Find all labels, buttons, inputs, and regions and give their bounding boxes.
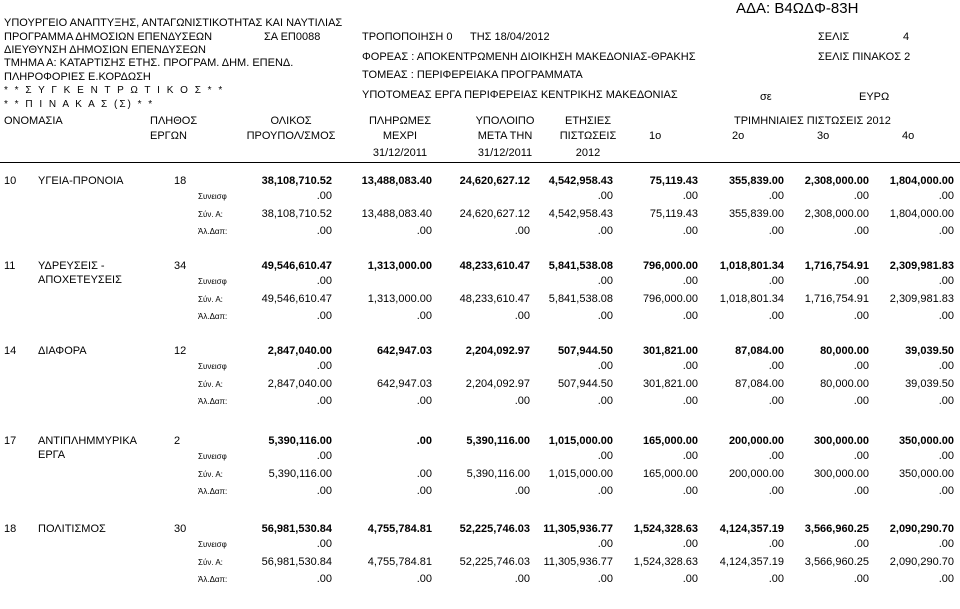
cell-q1: 165,000.00 xyxy=(642,468,698,480)
cell-total: 49,546,610.47 xyxy=(261,293,332,305)
col-annual-1: ΕΤΗΣΙΕΣ xyxy=(565,115,611,127)
cell-annual: .00 xyxy=(597,275,613,287)
cell-total: .00 xyxy=(316,485,332,497)
cell-q2: .00 xyxy=(768,310,784,322)
cell-paid: .00 xyxy=(416,310,432,322)
cell-q4: 39,039.50 xyxy=(905,345,954,357)
cell-annual: 507,944.50 xyxy=(557,378,613,390)
row-count: 12 xyxy=(174,345,187,357)
cell-q2: 87,084.00 xyxy=(735,345,784,357)
info-contact: ΠΛΗΡΟΦΟΡΙΕΣ Ε.ΚΟΡΔΩΣΗ xyxy=(4,71,151,83)
cell-paid: 13,488,083.40 xyxy=(361,175,432,187)
cell-annual: 4,542,958.43 xyxy=(548,175,613,187)
cell-q4: .00 xyxy=(938,275,954,287)
agency: ΦΟΡΕΑΣ : ΑΠΟΚΕΝΤΡΩΜΕΝΗ ΔΙΟΙΚΗΣΗ ΜΑΚΕΔΟΝΙΑΣ-ΘΡΑΚΗΣ xyxy=(362,51,696,63)
row-line-label: Άλ.Δαπ: xyxy=(198,397,228,406)
cell-total: 2,847,040.00 xyxy=(267,378,332,390)
cell-q4: 2,309,981.83 xyxy=(889,293,954,305)
cell-q2: .00 xyxy=(768,395,784,407)
summary-title-1: * * Σ Υ Γ Κ Ε Ν Τ Ρ Ω Τ Ι Κ Ο Σ * * xyxy=(4,85,225,96)
cell-q4: 2,309,981.83 xyxy=(889,260,954,272)
cell-q4: 2,090,290.70 xyxy=(889,556,954,568)
summary-title-2: * * Π Ι Ν Α Κ Α Σ (Σ) * * xyxy=(4,99,155,110)
cell-q2: .00 xyxy=(768,485,784,497)
header-separator xyxy=(0,162,960,163)
cell-remaining: 52,225,746.03 xyxy=(459,523,530,535)
cell-q4: .00 xyxy=(938,573,954,585)
cell-q1: .00 xyxy=(682,190,698,202)
cell-q1: .00 xyxy=(682,538,698,550)
cell-q2: .00 xyxy=(768,538,784,550)
col-annual-3: 2012 xyxy=(575,147,601,159)
in-label: σε xyxy=(760,91,772,103)
cell-q3: .00 xyxy=(853,310,869,322)
cell-q2: 1,018,801.34 xyxy=(719,260,784,272)
cell-annual: 11,305,936.77 xyxy=(543,523,613,535)
row-line-label: Συνεισφ xyxy=(198,192,227,201)
cell-q3: 80,000.00 xyxy=(820,378,869,390)
cell-q2: .00 xyxy=(768,275,784,287)
cell-q3: .00 xyxy=(853,395,869,407)
cell-annual: .00 xyxy=(597,450,613,462)
row-line-label: Συνεισφ xyxy=(198,540,227,549)
col-count-1: ΠΛΗΘΟΣ xyxy=(150,115,198,127)
cell-q1: 796,000.00 xyxy=(642,293,698,305)
ministry-name: ΥΠΟΥΡΓΕΙΟ ΑΝΑΠΤΥΞΗΣ, ΑΝΤΑΓΩΝΙΣΤΙΚΟΤΗΤΑΣ ΚΑΙ ΝΑΥΤΙΛΙΑΣ xyxy=(4,17,343,29)
cell-q3: 1,716,754.91 xyxy=(804,260,869,272)
cell-q4: 1,804,000.00 xyxy=(889,175,954,187)
cell-paid: 642,947.03 xyxy=(376,345,432,357)
cell-total: .00 xyxy=(316,395,332,407)
cell-q1: 75,119.43 xyxy=(649,175,698,187)
revision-date: ΤΗΣ 18/04/2012 xyxy=(470,31,550,43)
cell-total: .00 xyxy=(316,538,332,550)
cell-paid: 1,313,000.00 xyxy=(367,293,432,305)
cell-q4: .00 xyxy=(938,360,954,372)
row-count: 30 xyxy=(174,523,187,535)
cell-q1: 1,524,328.63 xyxy=(633,523,698,535)
cell-total: 56,981,530.84 xyxy=(261,523,332,535)
cell-q3: .00 xyxy=(853,360,869,372)
cell-q4: 39,039.50 xyxy=(905,378,954,390)
row-line-label: Σύν. Α: xyxy=(198,210,223,219)
cell-remaining: 24,620,627.12 xyxy=(459,208,530,220)
cell-paid: .00 xyxy=(416,468,432,480)
row-name: ΥΔΡΕΥΣΕΙΣ - xyxy=(38,260,105,272)
row-count: 34 xyxy=(174,260,187,272)
col-q2: 2ο xyxy=(732,130,745,142)
cell-paid: .00 xyxy=(416,485,432,497)
cell-q2: 87,084.00 xyxy=(735,378,784,390)
sector: ΤΟΜΕΑΣ : ΠΕΡΙΦΕΡΕΙΑΚΑ ΠΡΟΓΡΑΜΜΑΤΑ xyxy=(362,69,583,81)
cell-q3: 2,308,000.00 xyxy=(804,175,869,187)
currency: ΕΥΡΩ xyxy=(859,91,890,103)
col-remaining-3: 31/12/2011 xyxy=(477,147,533,159)
cell-paid: .00 xyxy=(416,395,432,407)
cell-q2: .00 xyxy=(768,360,784,372)
cell-remaining: .00 xyxy=(514,485,530,497)
cell-q4: .00 xyxy=(938,225,954,237)
cell-q3: .00 xyxy=(853,275,869,287)
cell-remaining: 5,390,116.00 xyxy=(466,435,530,447)
cell-paid: 13,488,083.40 xyxy=(361,208,432,220)
cell-annual: .00 xyxy=(597,225,613,237)
col-q4: 4ο xyxy=(902,130,915,142)
cell-remaining: 2,204,092.97 xyxy=(465,378,530,390)
col-q1: 1ο xyxy=(649,130,662,142)
cell-q2: 200,000.00 xyxy=(728,435,784,447)
directorate-name: ΔΙΕΥΘΥΝΣΗ ΔΗΜΟΣΙΩΝ ΕΠΕΝΔΥΣΕΩΝ xyxy=(4,44,206,56)
cell-total: 49,546,610.47 xyxy=(261,260,332,272)
cell-q3: .00 xyxy=(853,190,869,202)
cell-q4: .00 xyxy=(938,450,954,462)
col-quarterly: ΤΡΙΜΗΝΙΑΙΕΣ ΠΙΣΤΩΣΕΙΣ 2012 xyxy=(734,115,891,127)
cell-q4: 350,000.00 xyxy=(898,435,954,447)
col-q3: 3ο xyxy=(817,130,830,142)
row-code: 18 xyxy=(4,523,17,535)
cell-q3: .00 xyxy=(853,225,869,237)
cell-remaining: .00 xyxy=(514,395,530,407)
cell-annual: .00 xyxy=(597,360,613,372)
row-line-label: Συνεισφ xyxy=(198,452,227,461)
cell-q1: 165,000.00 xyxy=(642,435,698,447)
cell-q1: .00 xyxy=(682,275,698,287)
cell-q4: .00 xyxy=(938,538,954,550)
subsector: ΥΠΟΤΟΜΕΑΣ ΕΡΓΑ ΠΕΡΙΦΕΡΕΙΑΣ ΚΕΝΤΡΙΚΗΣ ΜΑΚΕΔΟΝΙΑΣ xyxy=(362,89,678,101)
col-paid-1: ΠΛΗΡΩΜΕΣ xyxy=(368,115,432,127)
cell-q1: 1,524,328.63 xyxy=(633,556,698,568)
row-name: ΠΟΛΙΤΙΣΜΟΣ xyxy=(38,523,106,535)
row-line-label: Άλ.Δαπ: xyxy=(198,487,228,496)
cell-total: .00 xyxy=(316,190,332,202)
col-paid-2: ΜΕΧΡΙ xyxy=(382,130,418,142)
cell-total: 56,981,530.84 xyxy=(261,556,332,568)
cell-q2: 200,000.00 xyxy=(728,468,784,480)
cell-q1: .00 xyxy=(682,485,698,497)
col-annual-2: ΠΙΣΤΩΣΕΙΣ xyxy=(559,130,617,142)
cell-q3: .00 xyxy=(853,573,869,585)
cell-remaining: 52,225,746.03 xyxy=(459,556,530,568)
department-name: ΤΜΗΜΑ Α: ΚΑΤΑΡΤΙΣΗΣ ΕΤΗΣ. ΠΡΟΓΡΑΜ. ΔΗΜ. ΕΠΕΝΔ. xyxy=(4,57,294,69)
cell-remaining: 2,204,092.97 xyxy=(465,345,530,357)
tables-page: ΣΕΛΙΣ ΠΙΝΑΚΟΣ 2 xyxy=(818,51,911,63)
cell-total: .00 xyxy=(316,360,332,372)
cell-q3: .00 xyxy=(853,485,869,497)
cell-total: .00 xyxy=(316,275,332,287)
cell-q3: 2,308,000.00 xyxy=(804,208,869,220)
cell-remaining: 48,233,610.47 xyxy=(459,293,530,305)
cell-q4: 350,000.00 xyxy=(898,468,954,480)
col-paid-3: 31/12/2011 xyxy=(372,147,428,159)
row-line-label: Σύν. Α: xyxy=(198,380,223,389)
row-name: ΑΝΤΙΠΛΗΜΜΥΡΙΚΑ xyxy=(38,435,138,447)
cell-remaining: 5,390,116.00 xyxy=(466,468,530,480)
cell-total: .00 xyxy=(316,225,332,237)
row-name: ΔΙΑΦΟΡΑ xyxy=(38,345,87,357)
cell-q1: .00 xyxy=(682,395,698,407)
cell-annual: .00 xyxy=(597,310,613,322)
cell-q2: 4,124,357.19 xyxy=(719,523,784,535)
cell-annual: 507,944.50 xyxy=(557,345,613,357)
cell-paid: .00 xyxy=(416,573,432,585)
cell-annual: .00 xyxy=(597,573,613,585)
row-line-label: Άλ.Δαπ: xyxy=(198,227,228,236)
cell-remaining: 24,620,627.12 xyxy=(459,175,530,187)
cell-q3: 3,566,960.25 xyxy=(804,556,869,568)
cell-total: .00 xyxy=(316,450,332,462)
cell-remaining: .00 xyxy=(514,225,530,237)
cell-q2: 355,839.00 xyxy=(728,208,784,220)
cell-q1: .00 xyxy=(682,573,698,585)
cell-annual: 4,542,958.43 xyxy=(548,208,613,220)
ada-code: ΑΔΑ: Β4ΩΔΦ-83Η xyxy=(736,0,859,17)
cell-annual: 5,841,538.08 xyxy=(548,260,613,272)
page-label: ΣΕΛΙΣ xyxy=(818,31,850,43)
row-count: 18 xyxy=(174,175,187,187)
row-count: 2 xyxy=(174,435,181,447)
cell-remaining: .00 xyxy=(514,310,530,322)
row-name: ΑΠΟΧΕΤΕΥΣΕΙΣ xyxy=(38,274,122,286)
cell-total: 5,390,116.00 xyxy=(268,468,332,480)
col-remaining-1: ΥΠΟΛΟΙΠΟ xyxy=(475,115,535,127)
cell-remaining: 48,233,610.47 xyxy=(459,260,530,272)
row-code: 11 xyxy=(4,260,16,272)
cell-annual: .00 xyxy=(597,395,613,407)
row-line-label: Άλ.Δαπ: xyxy=(198,312,228,321)
row-line-label: Σύν. Α: xyxy=(198,558,223,567)
cell-q4: 2,090,290.70 xyxy=(889,523,954,535)
cell-paid: .00 xyxy=(416,435,432,447)
col-total-1: ΟΛΙΚΟΣ xyxy=(270,115,312,127)
row-code: 14 xyxy=(4,345,17,357)
cell-total: 38,108,710.52 xyxy=(261,175,332,187)
col-count-2: ΕΡΓΩΝ xyxy=(150,130,187,142)
cell-q2: 355,839.00 xyxy=(728,175,784,187)
cell-annual: 5,841,538.08 xyxy=(548,293,613,305)
row-line-label: Σύν. Α: xyxy=(198,295,223,304)
cell-q1: .00 xyxy=(682,310,698,322)
cell-q3: .00 xyxy=(853,450,869,462)
cell-q1: .00 xyxy=(682,450,698,462)
cell-paid: 4,755,784.81 xyxy=(367,523,432,535)
row-name: ΕΡΓΑ xyxy=(38,449,66,461)
cell-q1: 301,821.00 xyxy=(642,345,698,357)
cell-q2: 1,018,801.34 xyxy=(719,293,784,305)
row-code: 17 xyxy=(4,435,17,447)
cell-q1: 301,821.00 xyxy=(642,378,698,390)
col-total-2: ΠΡΟΥΠΟΛ/ΣΜΟΣ xyxy=(246,130,336,142)
cell-paid: 4,755,784.81 xyxy=(367,556,432,568)
cell-annual: .00 xyxy=(597,190,613,202)
cell-q2: 4,124,357.19 xyxy=(719,556,784,568)
cell-q4: .00 xyxy=(938,395,954,407)
program-name: ΠΡΟΓΡΑΜΜΑ ΔΗΜΟΣΙΩΝ ΕΠΕΝΔΥΣΕΩΝ xyxy=(4,31,213,43)
row-code: 10 xyxy=(4,175,17,187)
row-line-label: Συνεισφ xyxy=(198,277,227,286)
sa-code: ΣΑ ΕΠ0088 xyxy=(264,31,321,43)
cell-q3: 1,716,754.91 xyxy=(804,293,869,305)
cell-q1: 796,000.00 xyxy=(642,260,698,272)
row-line-label: Σύν. Α: xyxy=(198,470,223,479)
cell-q3: .00 xyxy=(853,538,869,550)
cell-paid: 642,947.03 xyxy=(376,378,432,390)
cell-paid: 1,313,000.00 xyxy=(367,260,432,272)
cell-annual: .00 xyxy=(597,538,613,550)
cell-q1: .00 xyxy=(682,360,698,372)
cell-paid: .00 xyxy=(416,225,432,237)
cell-q2: .00 xyxy=(768,573,784,585)
row-line-label: Συνεισφ xyxy=(198,362,227,371)
cell-total: .00 xyxy=(316,573,332,585)
cell-q3: 300,000.00 xyxy=(813,435,869,447)
cell-q4: .00 xyxy=(938,485,954,497)
revision: ΤΡΟΠΟΠΟΙΗΣΗ 0 xyxy=(362,31,453,43)
cell-annual: 1,015,000.00 xyxy=(548,435,613,447)
col-name: ΟΝΟΜΑΣΙΑ xyxy=(4,115,63,127)
cell-q3: 3,566,960.25 xyxy=(804,523,869,535)
cell-annual: 1,015,000.00 xyxy=(548,468,613,480)
row-line-label: Άλ.Δαπ: xyxy=(198,575,228,584)
cell-remaining: .00 xyxy=(514,573,530,585)
cell-q4: .00 xyxy=(938,190,954,202)
cell-total: .00 xyxy=(316,310,332,322)
cell-annual: 11,305,936.77 xyxy=(543,556,613,568)
cell-total: 5,390,116.00 xyxy=(268,435,332,447)
cell-q1: 75,119.43 xyxy=(649,208,698,220)
cell-q4: 1,804,000.00 xyxy=(889,208,954,220)
cell-q4: .00 xyxy=(938,310,954,322)
cell-q3: 80,000.00 xyxy=(820,345,869,357)
col-remaining-2: ΜΕΤΑ ΤΗΝ xyxy=(477,130,533,142)
cell-q2: .00 xyxy=(768,450,784,462)
cell-total: 2,847,040.00 xyxy=(267,345,332,357)
cell-q1: .00 xyxy=(682,225,698,237)
cell-q2: .00 xyxy=(768,190,784,202)
page-number: 4 xyxy=(903,31,910,43)
cell-q3: 300,000.00 xyxy=(813,468,869,480)
row-name: ΥΓΕΙΑ-ΠΡΟΝΟΙΑ xyxy=(38,175,124,187)
cell-total: 38,108,710.52 xyxy=(261,208,332,220)
cell-annual: .00 xyxy=(597,485,613,497)
cell-q2: .00 xyxy=(768,225,784,237)
